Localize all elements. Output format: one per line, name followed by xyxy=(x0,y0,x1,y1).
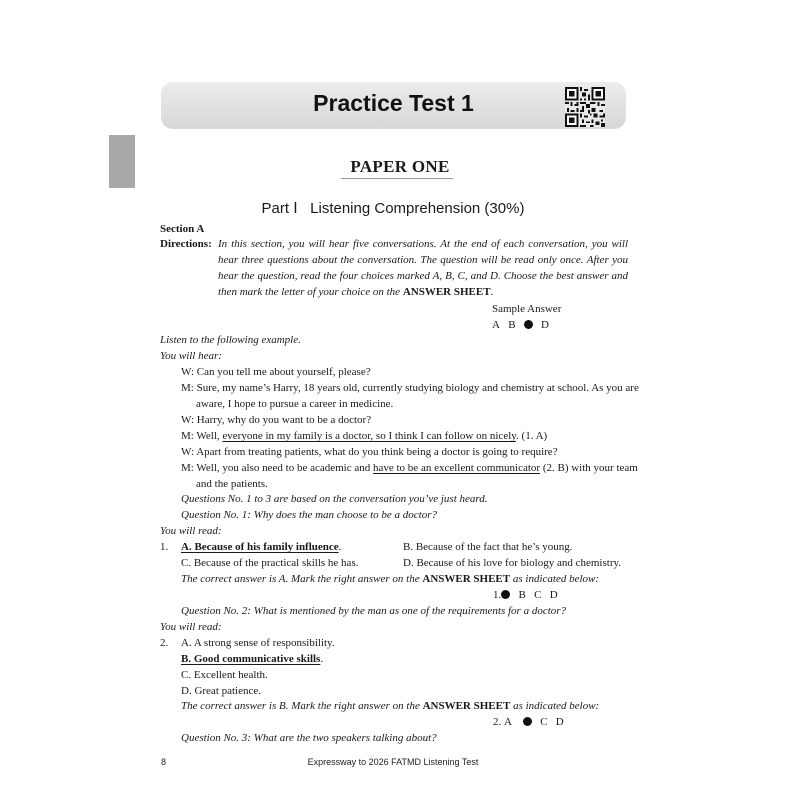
dialogue-line: M: Sure, my name’s Harry, 18 years old, currently studying biology and chemistry at school. As you are xyxy=(181,382,639,394)
dialogue-line: M: Well, you also need to be academic and have to be an excellent communicator (2. B) with your team xyxy=(181,462,638,474)
filled-answer-dot xyxy=(524,320,533,329)
dialogue-line-continued: and the patients. xyxy=(196,478,268,490)
filled-answer-dot xyxy=(523,717,532,726)
key-phrase: have to be an excellent communicator xyxy=(372,462,541,474)
option-b: B. Because of the fact that he’s young. xyxy=(403,541,573,553)
option-a: A. A strong sense of responsibility. xyxy=(181,637,335,649)
you-will-hear: You will hear: xyxy=(160,350,222,362)
directions-text: In this section, you will hear five conversations. At the end of each conversation, you will hear three questions about the conversation. The question will be read only once. After you hear the question, read the four choices marked A, B, C, and D. Choose the best answer and then mark the letter of your choice on the ANSWER SHEET. xyxy=(218,238,628,298)
sample-answer-label: Sample Answer xyxy=(492,303,562,315)
option-c: C. Excellent health. xyxy=(181,669,268,681)
page-title: Practice Test 1 xyxy=(313,90,474,116)
paper-title: PAPER ONE xyxy=(350,157,450,176)
question-number: 2. xyxy=(160,637,169,649)
option-d: D. Great patience. xyxy=(181,685,262,697)
sample-answer-marks: A B D xyxy=(492,319,549,331)
key-phrase: everyone in my family is a doctor, so I think I can follow on nicely xyxy=(222,430,517,442)
dialogue-line: W: Can you tell me about yourself, please? xyxy=(181,366,371,378)
filled-answer-dot xyxy=(501,590,510,599)
dialogue-line: W: Apart from treating patients, what do you think being a doctor is going to require? xyxy=(181,446,558,458)
answer-mark-1: 1. B C D xyxy=(493,589,558,601)
you-will-read: You will read: xyxy=(160,621,222,633)
you-will-read: You will read: xyxy=(160,525,222,537)
section-label: Section A xyxy=(160,223,205,235)
title-banner xyxy=(161,82,626,129)
question-number: 1. xyxy=(160,541,169,553)
correct-answer-note: The correct answer is B. Mark the right answer on the ANSWER SHEET as indicated below: xyxy=(181,700,600,712)
dialogue-line: W: Harry, why do you want to be a doctor? xyxy=(181,414,372,426)
dialogue-line-continued: aware, I hope to pursue a career in medicine. xyxy=(196,398,394,410)
question-3-prompt: Question No. 3: What are the two speakers talking about? xyxy=(181,732,437,744)
option-d: D. Because of his love for biology and chemistry. xyxy=(403,557,622,569)
qr-code-icon xyxy=(565,87,605,127)
dialogue-line: M: Well, everyone in my family is a doctor, so I think I can follow on nicely. (1. A) xyxy=(181,430,548,442)
option-c: C. Because of the practical skills he has. xyxy=(181,557,359,569)
page-number: 8 xyxy=(161,757,167,767)
option-a: A. Because of his family influence. xyxy=(181,541,342,553)
question-1-prompt: Question No. 1: Why does the man choose to be a doctor? xyxy=(181,509,438,521)
question-2-prompt: Question No. 2: What is mentioned by the man as one of the requirements for a doctor? xyxy=(181,605,567,617)
title-divider xyxy=(341,178,453,179)
directions-label: Directions: xyxy=(160,238,212,250)
questions-note: Questions No. 1 to 3 are based on the conversation you’ve just heard. xyxy=(181,493,488,505)
part-title: Part Ⅰ Listening Comprehension (30%) xyxy=(261,200,525,217)
book-title-footer: Expressway to 2026 FATMD Listening Test xyxy=(307,757,479,767)
answer-mark-2: 2. A C D xyxy=(493,716,564,728)
correct-answer-note: The correct answer is A. Mark the right answer on the ANSWER SHEET as indicated below: xyxy=(181,573,600,585)
option-b: B. Good communicative skills. xyxy=(181,653,324,665)
example-intro: Listen to the following example. xyxy=(160,334,301,346)
